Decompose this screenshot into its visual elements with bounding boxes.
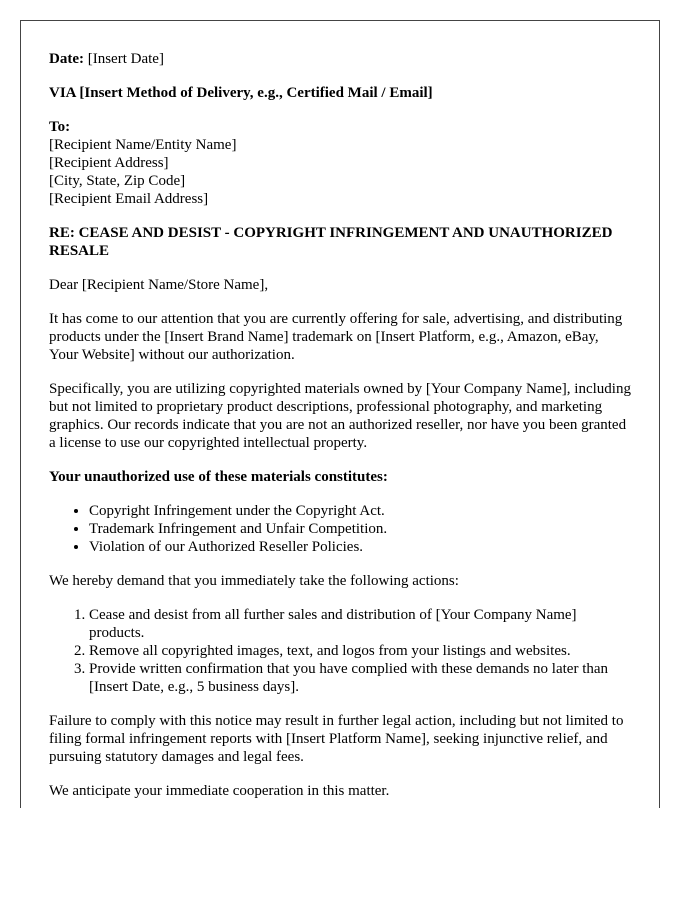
list-item: • Copyright Infringement under the Copyright Act. [89, 502, 631, 520]
letter-content [21, 21, 659, 800]
subject-line: RE: CEASE AND DESIST - COPYRIGHT INFRINGEMENT AND UNAUTHORIZED RESALE [49, 225, 613, 259]
to-label: To: [49, 119, 71, 135]
violations-heading: Your unauthorized use of these materials constitutes: [49, 469, 388, 485]
delivery-method: VIA [Insert Method of Delivery, e.g., Certified Mail / Email] [49, 85, 433, 101]
date-label: Date: [49, 51, 84, 67]
recipient-name: [Recipient Name/Entity Name] [49, 137, 237, 153]
demands-list [49, 606, 631, 696]
salutation: Dear [Recipient Name/Store Name], [49, 277, 269, 293]
closing-line: We anticipate your immediate cooperation in this matter. [49, 783, 390, 799]
violations-list [49, 502, 631, 556]
list-item: 3. Provide written confirmation that you have complied with these demands no later than [Insert Date, e.g., 5 business days]. [89, 660, 631, 696]
list-item: 2. Remove all copyrighted images, text, and logos from your listings and websites. [89, 642, 631, 660]
paragraph-notice: It has come to our attention that you are currently offering for sale, advertising, and distributing products under the [Insert Brand Name] trademark on [Insert Platform, e.g., Amazon, eBay, Your Website] without our authorization. [49, 311, 623, 363]
recipient-block [49, 118, 631, 208]
recipient-email: [Recipient Email Address] [49, 191, 209, 207]
date-line [49, 50, 631, 68]
recipient-city-state-zip: [City, State, Zip Code] [49, 173, 186, 189]
recipient-address: [Recipient Address] [49, 155, 169, 171]
paragraph-consequences: Failure to comply with this notice may result in further legal action, including but not limited to filing formal infringement reports with [Insert Platform Name], seeking injunctive relief, and pursuing statutory damages and legal fees. [49, 713, 624, 765]
list-item: 1. Cease and desist from all further sales and distribution of [Your Company Name] products. [89, 606, 631, 642]
paragraph-specifics: Specifically, you are utilizing copyrighted materials owned by [Your Company Name], including but not limited to proprietary product descriptions, professional photography, and marketing graphics. Our records indicate that you are not an authorized reseller, nor have you been granted a license to use our copyrighted intellectual property. [49, 381, 631, 451]
date-value: [Insert Date] [83, 51, 164, 67]
demand-intro: We hereby demand that you immediately take the following actions: [49, 573, 459, 589]
list-item: • Trademark Infringement and Unfair Competition. [89, 520, 631, 538]
list-item: • Violation of our Authorized Reseller Policies. [89, 538, 631, 556]
letter-page [20, 20, 660, 808]
